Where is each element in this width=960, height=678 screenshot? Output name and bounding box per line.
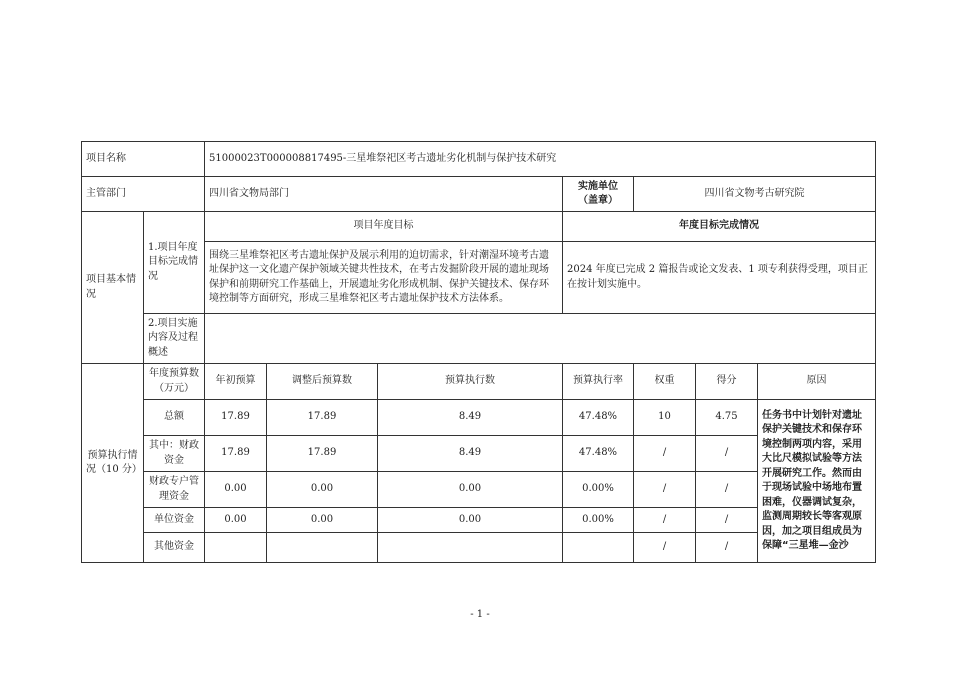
budget-rate-header: 预算执行率	[563, 364, 634, 400]
budget-row-label: 其他资金	[144, 533, 205, 563]
budget-annual-header: 年度预算数（万元）	[144, 364, 205, 400]
budget-rate-cell: 0.00%	[563, 508, 634, 533]
budget-row-label: 总额	[144, 400, 205, 436]
budget-rate-cell: 47.48%	[563, 400, 634, 436]
unit-label-line1: 实施单位	[578, 180, 618, 192]
budget-weight-cell: 10	[634, 400, 696, 436]
impl-label: 2.项目实施内容及过程概述	[144, 314, 205, 364]
budget-weight-cell: /	[634, 533, 696, 563]
budget-row-total	[82, 400, 876, 436]
budget-weight-cell: /	[634, 436, 696, 472]
budget-reason-header: 原因	[758, 364, 876, 400]
budget-executed-cell: 8.49	[378, 436, 563, 472]
budget-row-other	[82, 533, 876, 563]
budget-initial-cell	[205, 533, 267, 563]
unit-value: 四川省文物考古研究院	[634, 177, 876, 212]
budget-score-cell: /	[696, 508, 758, 533]
dept-label: 主管部门	[82, 177, 205, 212]
budget-executed-cell: 0.00	[378, 508, 563, 533]
budget-adjusted-cell	[267, 533, 378, 563]
budget-row-label: 其中：财政资金	[144, 436, 205, 472]
budget-executed-cell	[378, 533, 563, 563]
annual-target-text: 围绕三星堆祭祀区考古遗址保护及展示利用的迫切需求，针对潮湿环境考古遗址保护这一文化遗产保护领域关键共性技术，在考古发掘阶段开展的遗址现场保护和前期研究工作基础上，开展遗址劣化形成机制、保护关键技术、保存环境控制等方面研究，形成三星堆祭祀区考古遗址保护技术方法体系。	[205, 242, 563, 314]
budget-rate-cell: 0.00%	[563, 472, 634, 508]
budget-initial-cell: 0.00	[205, 508, 267, 533]
target-label: 1.项目年度目标完成情况	[144, 212, 205, 314]
row-impl-1	[82, 314, 876, 339]
budget-adjusted-cell: 17.89	[267, 436, 378, 472]
project-name-label: 项目名称	[82, 142, 205, 177]
budget-weight-cell: /	[634, 508, 696, 533]
budget-weight-header: 权重	[634, 364, 696, 400]
budget-executed-cell: 0.00	[378, 472, 563, 508]
budget-score-header: 得分	[696, 364, 758, 400]
project-name-value: 51000023T000008817495-三星堆祭祀区考古遗址劣化机制与保护技术研究	[205, 142, 876, 177]
row-project-name	[82, 142, 876, 177]
budget-row-unit	[82, 508, 876, 533]
dept-value: 四川省文物局部门	[205, 177, 563, 212]
budget-weight-cell: /	[634, 472, 696, 508]
budget-adjusted-header: 调整后预算数	[267, 364, 378, 400]
budget-initial-cell: 0.00	[205, 472, 267, 508]
budget-initial-cell: 17.89	[205, 400, 267, 436]
budget-section-label: 预算执行情况（10 分）	[82, 364, 144, 563]
budget-rate-cell: 47.48%	[563, 436, 634, 472]
annual-target-header: 项目年度目标	[205, 212, 563, 242]
budget-reason-text: 任务书中计划针对遗址保护关键技术和保存环境控制两项内容，采用大比尺模拟试验等方法开展研究工作。然而由于现场试验中场地布置困难，仪器调试复杂，监测周期较长等客观原因，加之项目组成员为保障“三星堆—金沙	[758, 400, 876, 563]
budget-row-special	[82, 472, 876, 508]
budget-executed-header: 预算执行数	[378, 364, 563, 400]
budget-adjusted-cell: 17.89	[267, 400, 378, 436]
budget-adjusted-cell: 0.00	[267, 472, 378, 508]
page-number: - 1 -	[470, 609, 490, 620]
budget-row-label: 财政专户管理资金	[144, 472, 205, 508]
performance-table	[81, 141, 876, 563]
budget-adjusted-cell: 0.00	[267, 508, 378, 533]
budget-initial-cell: 17.89	[205, 436, 267, 472]
budget-row-label: 单位资金	[144, 508, 205, 533]
impl-content	[205, 314, 876, 364]
unit-label-line2: （盖章）	[578, 195, 618, 206]
budget-initial-header: 年初预算	[205, 364, 267, 400]
completion-text: 2024 年度已完成 2 篇报告或论文发表、1 项专利获得受理，项目正在按计划实施中。	[563, 242, 876, 314]
budget-score-cell: /	[696, 436, 758, 472]
budget-rate-cell	[563, 533, 634, 563]
budget-header-row	[82, 364, 876, 400]
basic-info-label: 项目基本情况	[82, 212, 144, 364]
row-department	[82, 177, 876, 212]
unit-label	[563, 177, 634, 212]
budget-score-cell: /	[696, 472, 758, 508]
completion-header: 年度目标完成情况	[563, 212, 876, 242]
budget-score-cell: /	[696, 533, 758, 563]
budget-row-fiscal	[82, 436, 876, 472]
budget-executed-cell: 8.49	[378, 400, 563, 436]
budget-score-cell: 4.75	[696, 400, 758, 436]
row-target-headers	[82, 212, 876, 242]
